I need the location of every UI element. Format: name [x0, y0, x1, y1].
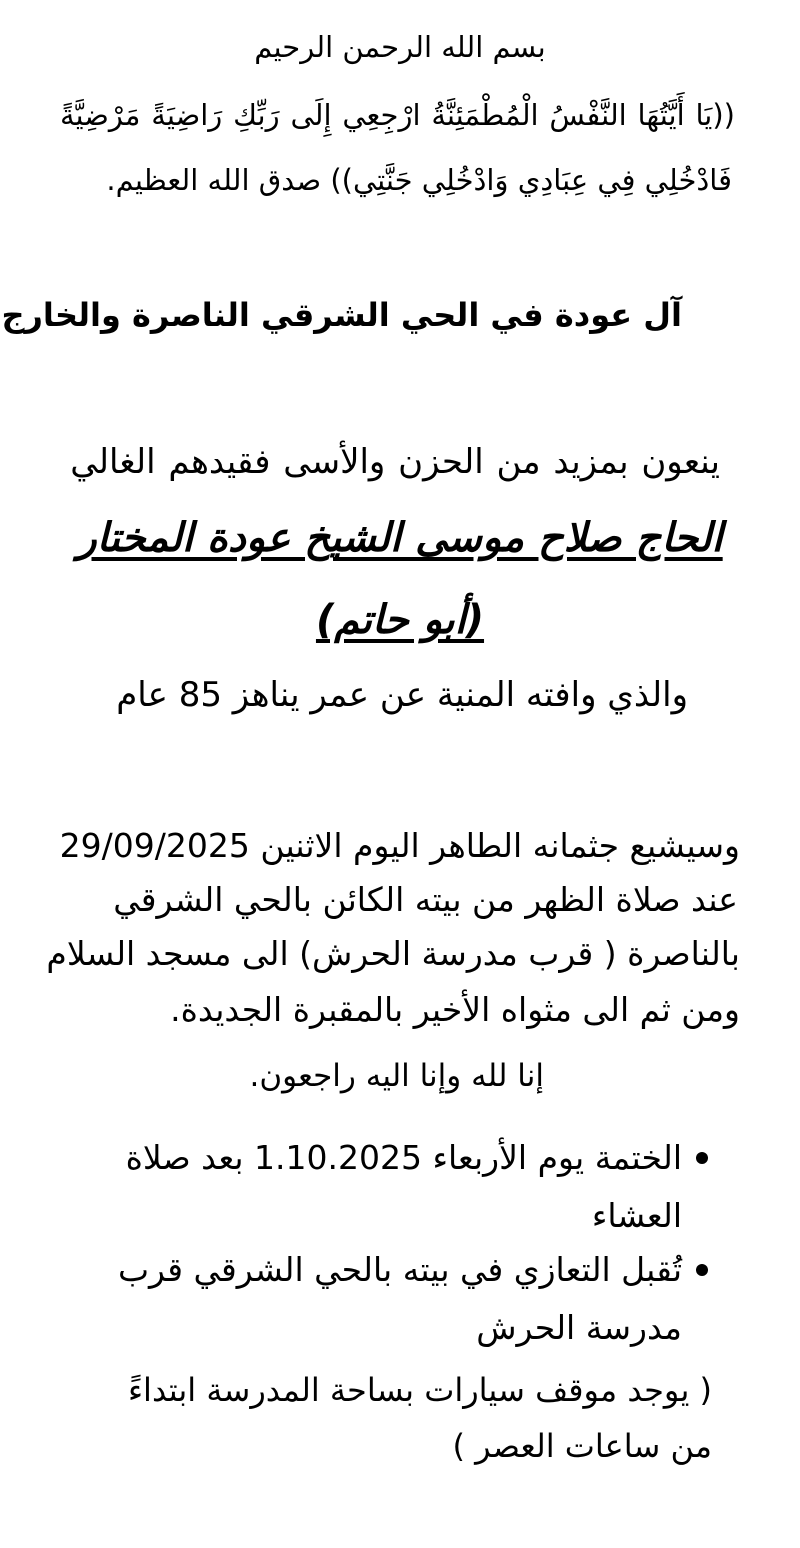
inna-lillah-line: إنا لله وإنا اليه راجعون.	[249, 1058, 544, 1094]
bullet-icon	[696, 1152, 708, 1164]
list-item-condolences	[52, 1241, 682, 1357]
funeral-line-4: ومن ثم الى مثواه الأخير بالمقبرة الجديدة.	[170, 990, 740, 1029]
list-item-text: الختمة يوم الأربعاء 1.10.2025 بعد صلاة العشاء	[125, 1138, 682, 1235]
list-item-text: تُقبل التعازي في بيته بالحي الشرقي قرب مدرسة الحرش	[117, 1250, 682, 1347]
death-age-line: والذي وافته المنية عن عمر يناهز 85 عام	[116, 675, 688, 715]
funeral-line-1: وسيشيع جثمانه الطاهر اليوم الاثنين 29/09/2025	[59, 826, 740, 865]
list-item-khatma	[82, 1129, 682, 1245]
parking-note: ( يوجد موقف سيارات بساحة المدرسة ابتداءً من ساعات العصر )	[128, 1371, 712, 1465]
deceased-kunya: (أبو حاتم)	[315, 597, 485, 643]
quran-verse-line-1: ((يَا أَيَّتُهَا النَّفْسُ الْمُطْمَئِنَّةُ ارْجِعِي إِلَى رَبِّكِ رَاضِيَةً مَرْضِيَّةً	[60, 98, 735, 132]
bullet-icon	[696, 1264, 708, 1276]
deceased-name: الحاج صلاح موسى الشيخ عودة المختار	[77, 515, 723, 561]
quran-verse-line-2: فَادْخُلِي فِي عِبَادِي وَادْخُلِي جَنَّتِي)) صدق الله العظيم.	[106, 163, 732, 197]
family-heading: آل عودة في الحي الشرقي الناصرة والخارج	[1, 296, 682, 334]
funeral-line-3: بالناصرة ( قرب مدرسة الحرش) الى مسجد السلام	[46, 934, 740, 973]
mourning-statement: ينعون بمزيد من الحزن والأسى فقيدهم الغالي	[70, 442, 720, 482]
basmala: بسم الله الرحمن الرحيم	[254, 30, 546, 64]
funeral-line-2: عند صلاة الظهر من بيته الكائن بالحي الشرقي	[113, 880, 738, 919]
